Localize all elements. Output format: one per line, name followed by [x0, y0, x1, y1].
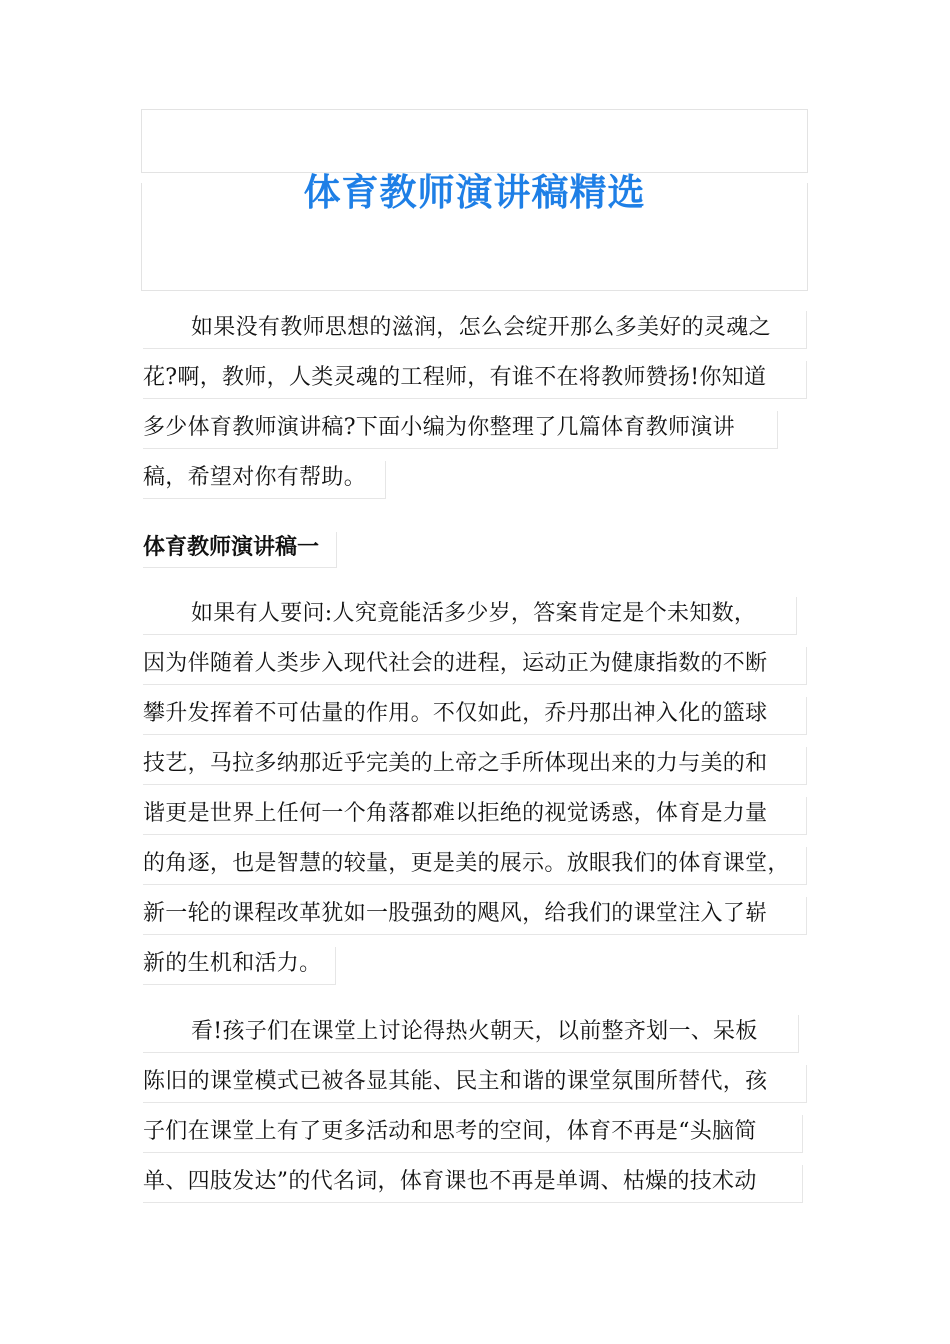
intro-line-4: 稿，希望对你有帮助。 [143, 461, 386, 499]
paragraph1-line-7: 新一轮的课程改革犹如一股强劲的飓风，给我们的课堂注入了崭 [143, 897, 807, 935]
paragraph2-line-4: 单、四肢发达”的代名词，体育课也不再是单调、枯燥的技术动 [143, 1165, 803, 1203]
title-frame-top [141, 109, 808, 173]
paragraph1-line-4: 技艺，马拉多纳那近乎完美的上帝之手所体现出来的力与美的和 [143, 747, 807, 785]
paragraph1-line-3: 攀升发挥着不可估量的作用。不仅如此，乔丹那出神入化的篮球 [143, 697, 807, 735]
paragraph1-line-8: 新的生机和活力。 [143, 947, 336, 985]
paragraph2-line-3: 子们在课堂上有了更多活动和思考的空间，体育不再是“头脑简 [143, 1115, 803, 1153]
paragraph1-line-2: 因为伴随着人类步入现代社会的进程，运动正为健康指数的不断 [143, 647, 807, 685]
paragraph2-line-2: 陈旧的课堂模式已被各显其能、民主和谐的课堂氛围所替代，孩 [143, 1065, 807, 1103]
paragraph2-line-1: 看!孩子们在课堂上讨论得热火朝天，以前整齐划一、呆板 [143, 1015, 799, 1053]
intro-line-1: 如果没有教师思想的滋润，怎么会绽开那么多美好的灵魂之 [143, 311, 807, 349]
section-heading: 体育教师演讲稿一 [143, 532, 337, 568]
paragraph1-line-1: 如果有人要问:人究竟能活多少岁，答案肯定是个未知数， [143, 597, 797, 635]
document-title: 体育教师演讲稿精选 [303, 171, 646, 214]
intro-line-2: 花?啊，教师，人类灵魂的工程师，有谁不在将教师赞扬!你知道 [143, 361, 807, 399]
intro-line-3: 多少体育教师演讲稿?下面小编为你整理了几篇体育教师演讲 [143, 411, 778, 449]
paragraph1-line-5: 谐更是世界上任何一个角落都难以拒绝的视觉诱惑，体育是力量 [143, 797, 807, 835]
paragraph1-line-6: 的角逐，也是智慧的较量，更是美的展示。放眼我们的体育课堂， [143, 847, 807, 885]
